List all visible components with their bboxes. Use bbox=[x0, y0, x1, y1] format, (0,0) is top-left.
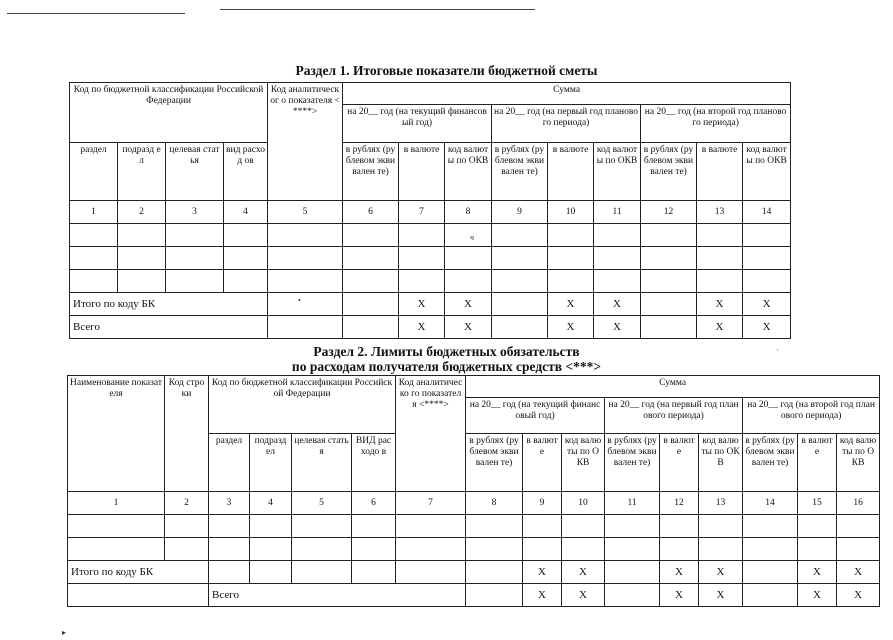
s1-vsego-row bbox=[70, 316, 791, 339]
s2-header-year2: на 20__ год (на первый год планового периода) bbox=[605, 398, 743, 434]
s2-header-year1: на 20__ год (на текущий финансовый год) bbox=[466, 398, 605, 434]
s2-header-sum: Сумма bbox=[466, 376, 880, 398]
s1-itogo-label: Итого по коду БК bbox=[70, 293, 268, 316]
s2-colnum: 11 bbox=[605, 492, 660, 515]
s1-x-mark: X bbox=[594, 293, 641, 316]
s1-header-sum: Сумма bbox=[343, 83, 791, 105]
s2-x-mark: X bbox=[837, 584, 880, 607]
s1-x-mark: X bbox=[445, 293, 492, 316]
s2-x-mark: X bbox=[699, 584, 743, 607]
section1-title: Раздел 1. Итоговые показатели бюджетной сметы bbox=[295, 63, 598, 78]
s1-x-mark: X bbox=[743, 293, 791, 316]
s1-header-year1: на 20__ год (на текущий финансовый год) bbox=[343, 105, 492, 143]
s2-colnum: 13 bbox=[699, 492, 743, 515]
s2-header-rub-2: в рублях (рублевом эквивален те) bbox=[605, 434, 660, 492]
s1-header-celevaya: целевая статья bbox=[166, 143, 224, 201]
s1-vsego-label: Всего bbox=[70, 316, 268, 339]
s1-header-val-3: в валюте bbox=[697, 143, 743, 201]
section2-table bbox=[67, 375, 880, 607]
scan-speck: • bbox=[298, 296, 301, 305]
s2-header-podrazdel: подразд ел bbox=[250, 434, 292, 492]
s2-header-celevaya: целевая статья bbox=[292, 434, 352, 492]
top-rule-left bbox=[7, 13, 185, 14]
s2-header-val-1: в валюте bbox=[523, 434, 562, 492]
s2-header-year3: на 20__ год (на второй год планового периода) bbox=[743, 398, 880, 434]
scan-speck: ч bbox=[470, 233, 475, 242]
s1-colnum: 3 bbox=[166, 201, 224, 224]
s2-vsego-row bbox=[68, 584, 880, 607]
s2-x-mark: X bbox=[660, 584, 699, 607]
s1-colnum: 8 bbox=[445, 201, 492, 224]
s1-colnum: 7 bbox=[399, 201, 445, 224]
s1-x-mark: X bbox=[548, 293, 594, 316]
s2-colnum: 5 bbox=[292, 492, 352, 515]
s2-header-code: Код строки bbox=[165, 376, 209, 492]
s1-header-okv-2: код валюты по ОКВ bbox=[594, 143, 641, 201]
s1-x-mark: X bbox=[743, 316, 791, 339]
s2-x-mark: X bbox=[798, 561, 837, 584]
s2-colnum: 7 bbox=[396, 492, 466, 515]
s1-x-mark: X bbox=[399, 293, 445, 316]
s1-header-vid: вид расход ов bbox=[224, 143, 268, 201]
s2-empty-row bbox=[68, 515, 880, 538]
scan-speck: ▸ bbox=[62, 628, 67, 637]
s2-header-name: Наименование показателя bbox=[68, 376, 165, 492]
s1-colnum: 1 bbox=[70, 201, 118, 224]
s2-colnum: 3 bbox=[209, 492, 250, 515]
s1-header-okv-3: код валюты по ОКВ bbox=[743, 143, 791, 201]
s2-header-val-2: в валюте bbox=[660, 434, 699, 492]
s2-header-razdel: раздел bbox=[209, 434, 250, 492]
scan-speck: · bbox=[776, 346, 779, 355]
s2-x-mark: X bbox=[562, 561, 605, 584]
s2-x-mark: X bbox=[562, 584, 605, 607]
s1-x-mark: X bbox=[548, 316, 594, 339]
s1-colnum: 12 bbox=[641, 201, 697, 224]
s1-empty-row bbox=[70, 247, 791, 270]
s1-header-rub-1: в рублях (рублевом эквивален те) bbox=[343, 143, 399, 201]
s2-header-bk: Код по бюджетной классификации Российской Федерации bbox=[209, 376, 396, 434]
s1-colnum: 6 bbox=[343, 201, 399, 224]
s1-header-razdel: раздел bbox=[70, 143, 118, 201]
s1-colnum: 4 bbox=[224, 201, 268, 224]
s1-x-mark: X bbox=[594, 316, 641, 339]
s1-header-val-1: в валюте bbox=[399, 143, 445, 201]
s2-colnum: 15 bbox=[798, 492, 837, 515]
s2-header-rub-1: в рублях (рублевом эквивален те) bbox=[466, 434, 523, 492]
s1-x-mark: X bbox=[697, 293, 743, 316]
s1-colnum: 13 bbox=[697, 201, 743, 224]
s2-colnum: 4 bbox=[250, 492, 292, 515]
s2-vsego-label: Всего bbox=[209, 584, 466, 607]
s1-empty-row bbox=[70, 270, 791, 293]
s1-x-mark: X bbox=[445, 316, 492, 339]
section1-table bbox=[69, 82, 791, 339]
s2-colnum: 9 bbox=[523, 492, 562, 515]
s1-colnum: 11 bbox=[594, 201, 641, 224]
s2-x-mark: X bbox=[523, 561, 562, 584]
s1-header-year3: на 20__ год (на второй год планового периода) bbox=[641, 105, 791, 143]
s2-x-mark: X bbox=[798, 584, 837, 607]
s1-header-rub-2: в рублях (рублевом эквивален те) bbox=[492, 143, 548, 201]
s2-header-vid: ВИД расходо в bbox=[352, 434, 396, 492]
s2-colnum: 8 bbox=[466, 492, 523, 515]
s1-colnum: 14 bbox=[743, 201, 791, 224]
s2-itogo-label: Итого по коду БК bbox=[68, 561, 209, 584]
s2-x-mark: X bbox=[660, 561, 699, 584]
s2-x-mark: X bbox=[699, 561, 743, 584]
s2-x-mark: X bbox=[523, 584, 562, 607]
s2-header-okv-1: код валюты по ОКВ bbox=[562, 434, 605, 492]
s2-itogo-row bbox=[68, 561, 880, 584]
s1-header-okv-1: код валюты по ОКВ bbox=[445, 143, 492, 201]
s2-header-okv-2: код валюты по ОКВ bbox=[699, 434, 743, 492]
s2-colnum: 2 bbox=[165, 492, 209, 515]
s1-empty-row bbox=[70, 224, 791, 247]
s1-header-bk: Код по бюджетной классификации Российской Федерации bbox=[70, 83, 268, 143]
s1-colnum: 2 bbox=[118, 201, 166, 224]
s2-header-analytic: Код аналитическо го показателя <****> bbox=[396, 376, 466, 492]
s1-itogo-row bbox=[70, 293, 791, 316]
s1-x-mark: X bbox=[697, 316, 743, 339]
s2-colnum: 14 bbox=[743, 492, 798, 515]
section2-title-line1: Раздел 2. Лимиты бюджетных обязательств bbox=[313, 344, 580, 359]
top-rule-right bbox=[220, 9, 535, 10]
s2-header-val-3: в валюте bbox=[798, 434, 837, 492]
s2-colnum: 16 bbox=[837, 492, 880, 515]
s1-colnum: 5 bbox=[268, 201, 343, 224]
s1-colnum: 10 bbox=[548, 201, 594, 224]
s1-header-rub-3: в рублях (рублевом эквивален те) bbox=[641, 143, 697, 201]
s2-colnum: 6 bbox=[352, 492, 396, 515]
s1-x-mark: X bbox=[399, 316, 445, 339]
section2-title-line2: по расходам получателя бюджетных средств <***> bbox=[291, 359, 602, 374]
s1-header-analytic: Код аналитическог о показателя <****> bbox=[268, 83, 343, 201]
s2-colnum: 12 bbox=[660, 492, 699, 515]
s2-header-okv-3: код валюты по ОКВ bbox=[837, 434, 880, 492]
s2-x-mark: X bbox=[837, 561, 880, 584]
s1-header-year2: на 20__ год (на первый год планового периода) bbox=[492, 105, 641, 143]
s1-header-podrazdel: подразд ел bbox=[118, 143, 166, 201]
s2-empty-row bbox=[68, 538, 880, 561]
s1-header-val-2: в валюте bbox=[548, 143, 594, 201]
s2-header-rub-3: в рублях (рублевом эквивален те) bbox=[743, 434, 798, 492]
s1-colnum: 9 bbox=[492, 201, 548, 224]
s2-colnum: 10 bbox=[562, 492, 605, 515]
s2-colnum: 1 bbox=[68, 492, 165, 515]
